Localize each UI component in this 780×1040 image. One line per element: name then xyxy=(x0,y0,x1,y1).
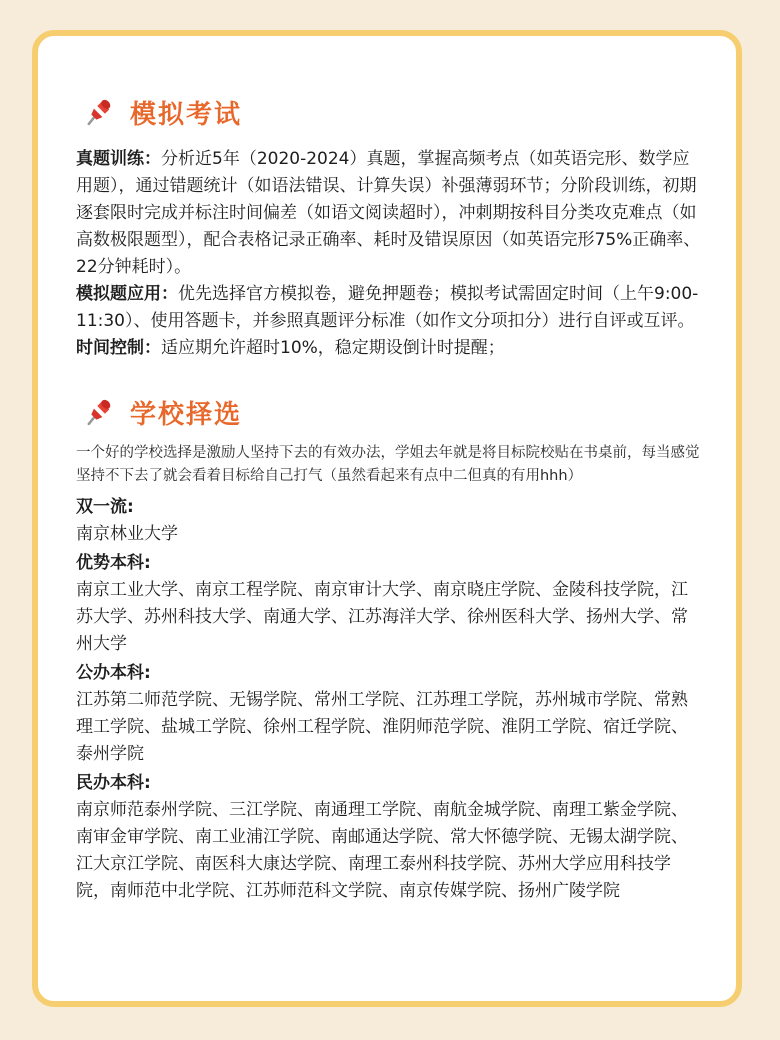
group-label: 公办本科: xyxy=(76,663,151,683)
group-label: 双一流: xyxy=(76,497,134,517)
school-group-double-first-class xyxy=(76,494,702,548)
section-title: 学校择选 xyxy=(130,399,243,430)
item-label: 时间控制： xyxy=(76,338,161,358)
school-group-public xyxy=(76,660,702,768)
school-group-advantaged xyxy=(76,550,702,658)
intro-text: 一个好的学校选择是激励人坚持下去的有效办法，学姐去年就是将目标院校贴在书桌前，每当感觉坚持不下去了就会看着目标给自己打气（虽然看起来有点中二但真的有用hhh） xyxy=(76,445,700,484)
item-text: 适应期允许超时10%，稳定期设倒计时提醒； xyxy=(161,338,505,358)
paragraph-real-exam-training xyxy=(76,146,702,281)
paragraph-mock-application xyxy=(76,281,702,335)
group-text: 南京师范泰州学院、三江学院、南通理工学院、南航金城学院、南理工紫金学院、南审金审学院、南工业浦江学院、南邮通达学院、常大怀德学院、无锡太湖学院、江大京江学院、南医科大康达学院、南理工泰州科技学院、苏州大学应用科技学院，南师范中北学院、江苏师范科文学院、南京传媒学院、扬州广陵学院 xyxy=(76,800,688,901)
mock-exam-content xyxy=(76,146,702,362)
school-group-private xyxy=(76,770,702,905)
section-title: 模拟考试 xyxy=(130,99,243,130)
group-label: 民办本科: xyxy=(76,773,151,793)
section-header-mock-exam xyxy=(82,92,702,132)
content-card xyxy=(32,30,742,1007)
group-text: 南京林业大学 xyxy=(76,524,178,544)
pushpin-icon xyxy=(82,395,116,429)
group-text: 南京工业大学、南京工程学院、南京审计大学、南京晓庄学院、金陵科技学院，江苏大学、苏州科技大学、南通大学、江苏海洋大学、徐州医科大学、扬州大学、常州大学 xyxy=(76,580,688,654)
item-label: 真题训练： xyxy=(76,149,161,169)
item-text: 优先选择官方模拟卷，避免押题卷；模拟考试需固定时间（上午9:00-11:30）、使用答题卡，并参照真题评分标准（如作文分项扣分）进行自评或互评。 xyxy=(76,284,699,331)
section-header-school-selection xyxy=(82,392,702,432)
item-text: 分析近5年（2020-2024）真题，掌握高频考点（如英语完形、数学应用题），通过错题统计（如语法错误、计算失误）补强薄弱环节；分阶段训练，初期逐套限时完成并标注时间偏差（如语文阅读超时），冲刺期按科目分类攻克难点（如高数极限题型），配合表格记录正确率、耗时及错误原因（如英语完形75%正确率、22分钟耗时）。 xyxy=(76,149,701,277)
item-label: 模拟题应用： xyxy=(76,284,178,304)
paragraph-time-control xyxy=(76,335,702,362)
group-label: 优势本科: xyxy=(76,553,151,573)
group-text: 江苏第二师范学院、无锡学院、常州工学院、江苏理工学院，苏州城市学院、常熟理工学院、盐城工学院、徐州工程学院、淮阴师范学院、淮阴工学院、宿迁学院、泰州学院 xyxy=(76,690,688,764)
pushpin-icon xyxy=(82,95,116,129)
